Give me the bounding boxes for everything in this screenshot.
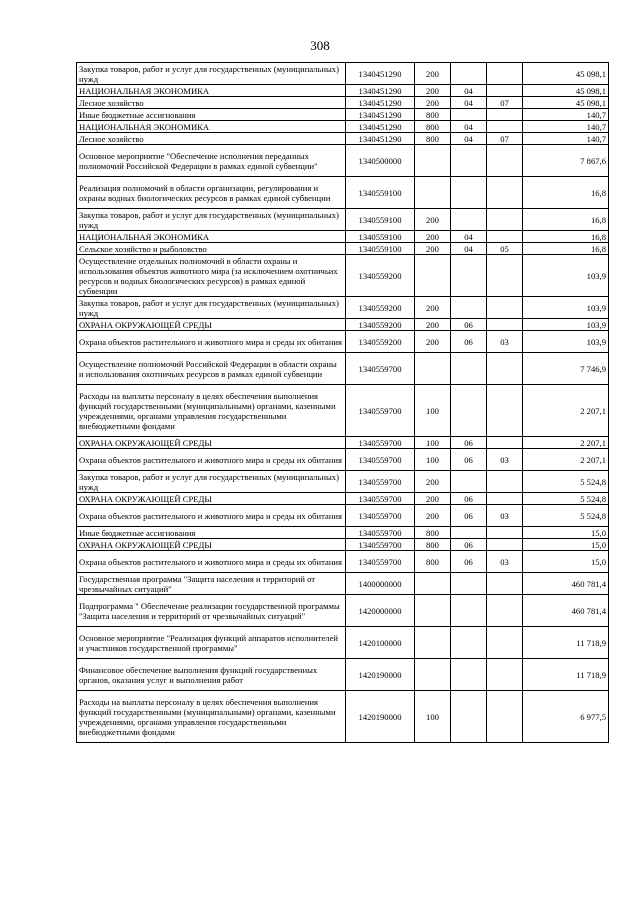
amount-cell: 15,0 xyxy=(523,539,609,551)
expense-name-cell: Охрана объектов растительного и животного мира и среды их обитания xyxy=(77,551,346,573)
section-cell: 06 xyxy=(451,493,487,505)
subsection-cell xyxy=(487,209,523,231)
table-row xyxy=(77,471,609,493)
target-article-cell: 1340500000 xyxy=(346,145,415,177)
target-article-cell: 1340559700 xyxy=(346,449,415,471)
target-article-cell: 1340559100 xyxy=(346,231,415,243)
table-row xyxy=(77,255,609,297)
target-article-cell: 1340559700 xyxy=(346,527,415,539)
amount-cell: 16,8 xyxy=(523,177,609,209)
subsection-cell xyxy=(487,691,523,743)
subsection-cell xyxy=(487,85,523,97)
budget-table xyxy=(76,62,609,743)
expense-name-cell: Охрана объектов растительного и животного мира и среды их обитания xyxy=(77,505,346,527)
table-row xyxy=(77,209,609,231)
table-row xyxy=(77,133,609,145)
page-number: 308 xyxy=(310,38,330,53)
amount-cell: 460 781,4 xyxy=(523,595,609,627)
subsection-cell xyxy=(487,297,523,319)
expense-type-cell: 100 xyxy=(415,437,451,449)
expense-name-cell: НАЦИОНАЛЬНАЯ ЭКОНОМИКА xyxy=(77,231,346,243)
subsection-cell xyxy=(487,121,523,133)
target-article-cell: 1340559100 xyxy=(346,243,415,255)
table-row xyxy=(77,449,609,471)
section-cell: 06 xyxy=(451,331,487,353)
expense-type-cell xyxy=(415,659,451,691)
expense-name-cell: Иные бюджетные ассигнования xyxy=(77,527,346,539)
table-row xyxy=(77,627,609,659)
subsection-cell xyxy=(487,573,523,595)
subsection-cell xyxy=(487,255,523,297)
table-row xyxy=(77,659,609,691)
expense-name-cell: Иные бюджетные ассигнования xyxy=(77,109,346,121)
target-article-cell: 1340559100 xyxy=(346,177,415,209)
expense-type-cell: 200 xyxy=(415,297,451,319)
expense-name-cell: Расходы на выплаты персоналу в целях обеспечения выполнения функций государственными (муниципальными) органами, казенными учреждениями, органами управления государственными внебюджетными фондами xyxy=(77,691,346,743)
expense-type-cell: 200 xyxy=(415,231,451,243)
section-cell: 06 xyxy=(451,449,487,471)
table-row xyxy=(77,331,609,353)
section-cell: 04 xyxy=(451,97,487,109)
amount-cell: 11 718,9 xyxy=(523,627,609,659)
expense-type-cell: 800 xyxy=(415,551,451,573)
target-article-cell: 1340451290 xyxy=(346,133,415,145)
section-cell: 04 xyxy=(451,243,487,255)
target-article-cell: 1340559200 xyxy=(346,319,415,331)
expense-name-cell: Расходы на выплаты персоналу в целях обеспечения выполнения функций государственными (муниципальными) органами, казенными учреждениями, органами управления государственными внебюджетными фондами xyxy=(77,385,346,437)
expense-name-cell: Осуществление отдельных полномочий в области охраны и использования объектов животного мира (за исключением охотничьих ресурсов и водных биологических ресурсов) в рамках единой субвенции xyxy=(77,255,346,297)
expense-type-cell xyxy=(415,595,451,627)
expense-type-cell: 800 xyxy=(415,527,451,539)
target-article-cell: 1340559200 xyxy=(346,255,415,297)
section-cell xyxy=(451,209,487,231)
section-cell: 04 xyxy=(451,121,487,133)
amount-cell: 103,9 xyxy=(523,255,609,297)
target-article-cell: 1420100000 xyxy=(346,627,415,659)
table-row xyxy=(77,243,609,255)
expense-type-cell: 200 xyxy=(415,209,451,231)
target-article-cell: 1340451290 xyxy=(346,97,415,109)
expense-type-cell: 100 xyxy=(415,385,451,437)
expense-name-cell: ОХРАНА ОКРУЖАЮЩЕЙ СРЕДЫ xyxy=(77,539,346,551)
subsection-cell xyxy=(487,437,523,449)
expense-name-cell: Лесное хозяйство xyxy=(77,133,346,145)
target-article-cell: 1340451290 xyxy=(346,63,415,85)
section-cell: 04 xyxy=(451,231,487,243)
table-row xyxy=(77,551,609,573)
expense-type-cell xyxy=(415,627,451,659)
section-cell xyxy=(451,627,487,659)
subsection-cell: 03 xyxy=(487,551,523,573)
expense-type-cell: 800 xyxy=(415,121,451,133)
amount-cell: 2 207,1 xyxy=(523,449,609,471)
amount-cell: 45 098,1 xyxy=(523,97,609,109)
subsection-cell xyxy=(487,145,523,177)
section-cell xyxy=(451,145,487,177)
expense-name-cell: НАЦИОНАЛЬНАЯ ЭКОНОМИКА xyxy=(77,85,346,97)
table-row xyxy=(77,437,609,449)
amount-cell: 2 207,1 xyxy=(523,437,609,449)
subsection-cell xyxy=(487,539,523,551)
section-cell xyxy=(451,109,487,121)
expense-name-cell: Лесное хозяйство xyxy=(77,97,346,109)
table-row xyxy=(77,493,609,505)
amount-cell: 103,9 xyxy=(523,297,609,319)
expense-name-cell: Осуществление полномочий Российской Федерации в области охраны и использования охотничьих ресурсов в рамках единой субвенции xyxy=(77,353,346,385)
amount-cell: 45 098,1 xyxy=(523,85,609,97)
expense-type-cell: 100 xyxy=(415,691,451,743)
subsection-cell: 03 xyxy=(487,331,523,353)
amount-cell: 5 524,8 xyxy=(523,505,609,527)
table-row xyxy=(77,539,609,551)
target-article-cell: 1340559700 xyxy=(346,437,415,449)
table-row xyxy=(77,595,609,627)
section-cell xyxy=(451,353,487,385)
table-row xyxy=(77,177,609,209)
amount-cell: 16,8 xyxy=(523,243,609,255)
expense-type-cell: 200 xyxy=(415,471,451,493)
table-row xyxy=(77,573,609,595)
section-cell: 06 xyxy=(451,319,487,331)
expense-type-cell: 200 xyxy=(415,319,451,331)
expense-name-cell: Закупка товаров, работ и услуг для государственных (муниципальных) нужд xyxy=(77,297,346,319)
subsection-cell xyxy=(487,109,523,121)
amount-cell: 5 524,8 xyxy=(523,493,609,505)
target-article-cell: 1340559200 xyxy=(346,297,415,319)
expense-type-cell: 200 xyxy=(415,331,451,353)
expense-name-cell: ОХРАНА ОКРУЖАЮЩЕЙ СРЕДЫ xyxy=(77,319,346,331)
subsection-cell xyxy=(487,63,523,85)
amount-cell: 460 781,4 xyxy=(523,573,609,595)
expense-name-cell: ОХРАНА ОКРУЖАЮЩЕЙ СРЕДЫ xyxy=(77,437,346,449)
expense-type-cell xyxy=(415,255,451,297)
expense-name-cell: Закупка товаров, работ и услуг для государственных (муниципальных) нужд xyxy=(77,209,346,231)
section-cell xyxy=(451,691,487,743)
section-cell xyxy=(451,527,487,539)
amount-cell: 140,7 xyxy=(523,109,609,121)
expense-name-cell: Охрана объектов растительного и животного мира и среды их обитания xyxy=(77,449,346,471)
subsection-cell xyxy=(487,527,523,539)
expense-type-cell: 200 xyxy=(415,493,451,505)
expense-name-cell: Закупка товаров, работ и услуг для государственных (муниципальных) нужд xyxy=(77,471,346,493)
expense-type-cell: 200 xyxy=(415,505,451,527)
expense-type-cell: 200 xyxy=(415,85,451,97)
target-article-cell: 1340559100 xyxy=(346,209,415,231)
target-article-cell: 1420000000 xyxy=(346,595,415,627)
subsection-cell: 03 xyxy=(487,505,523,527)
section-cell: 06 xyxy=(451,551,487,573)
amount-cell: 103,9 xyxy=(523,331,609,353)
target-article-cell: 1340451290 xyxy=(346,121,415,133)
amount-cell: 140,7 xyxy=(523,133,609,145)
amount-cell: 15,0 xyxy=(523,527,609,539)
amount-cell: 103,9 xyxy=(523,319,609,331)
expense-type-cell: 800 xyxy=(415,133,451,145)
amount-cell: 140,7 xyxy=(523,121,609,133)
expense-name-cell: Сельское хозяйство и рыболовство xyxy=(77,243,346,255)
amount-cell: 16,8 xyxy=(523,231,609,243)
target-article-cell: 1340559700 xyxy=(346,539,415,551)
expense-name-cell: Государственная программа "Защита населения и территорий от чрезвычайных ситуаций" xyxy=(77,573,346,595)
target-article-cell: 1340559700 xyxy=(346,505,415,527)
section-cell xyxy=(451,573,487,595)
target-article-cell: 1340559700 xyxy=(346,551,415,573)
amount-cell: 45 098,1 xyxy=(523,63,609,85)
table-row xyxy=(77,85,609,97)
table-row xyxy=(77,145,609,177)
amount-cell: 15,0 xyxy=(523,551,609,573)
subsection-cell xyxy=(487,659,523,691)
table-row xyxy=(77,121,609,133)
expense-name-cell: Реализация полномочий в области организации, регулирования и охраны водных биологических ресурсов в рамках единой субвенции xyxy=(77,177,346,209)
section-cell xyxy=(451,63,487,85)
target-article-cell: 1340559700 xyxy=(346,353,415,385)
amount-cell: 11 718,9 xyxy=(523,659,609,691)
target-article-cell: 1420190000 xyxy=(346,659,415,691)
table-row xyxy=(77,109,609,121)
expense-type-cell: 800 xyxy=(415,539,451,551)
target-article-cell: 1340451290 xyxy=(346,109,415,121)
amount-cell: 7 867,6 xyxy=(523,145,609,177)
table-row xyxy=(77,231,609,243)
target-article-cell: 1400000000 xyxy=(346,573,415,595)
section-cell xyxy=(451,385,487,437)
subsection-cell xyxy=(487,471,523,493)
expense-name-cell: НАЦИОНАЛЬНАЯ ЭКОНОМИКА xyxy=(77,121,346,133)
expense-type-cell: 200 xyxy=(415,63,451,85)
table-row xyxy=(77,319,609,331)
amount-cell: 2 207,1 xyxy=(523,385,609,437)
table-row xyxy=(77,63,609,85)
table-row xyxy=(77,97,609,109)
expense-type-cell: 200 xyxy=(415,243,451,255)
amount-cell: 5 524,8 xyxy=(523,471,609,493)
subsection-cell xyxy=(487,385,523,437)
section-cell: 06 xyxy=(451,437,487,449)
section-cell xyxy=(451,255,487,297)
section-cell: 04 xyxy=(451,133,487,145)
amount-cell: 7 746,9 xyxy=(523,353,609,385)
table-row xyxy=(77,353,609,385)
target-article-cell: 1340559700 xyxy=(346,493,415,505)
target-article-cell: 1340559700 xyxy=(346,385,415,437)
subsection-cell xyxy=(487,595,523,627)
expense-type-cell xyxy=(415,573,451,595)
section-cell: 06 xyxy=(451,539,487,551)
table-body xyxy=(77,63,609,743)
subsection-cell xyxy=(487,177,523,209)
amount-cell: 6 977,5 xyxy=(523,691,609,743)
expense-name-cell: Охрана объектов растительного и животного мира и среды их обитания xyxy=(77,331,346,353)
expense-name-cell: Основное мероприятие "Обеспечение исполнения переданных полномочий Российской Федерации в рамках единой субвенции" xyxy=(77,145,346,177)
subsection-cell: 03 xyxy=(487,449,523,471)
subsection-cell xyxy=(487,627,523,659)
expense-name-cell: Подпрограмма " Обеспечение реализации государственной программы "Защита населения и территорий от чрезвычайных ситуаций" xyxy=(77,595,346,627)
subsection-cell xyxy=(487,493,523,505)
amount-cell: 16,8 xyxy=(523,209,609,231)
expense-type-cell xyxy=(415,177,451,209)
section-cell xyxy=(451,471,487,493)
subsection-cell: 05 xyxy=(487,243,523,255)
section-cell xyxy=(451,177,487,209)
expense-type-cell xyxy=(415,353,451,385)
target-article-cell: 1340559700 xyxy=(346,471,415,493)
target-article-cell: 1420190000 xyxy=(346,691,415,743)
section-cell xyxy=(451,659,487,691)
expense-name-cell: Финансовое обеспечение выполнения функций государственных органов, оказания услуг и выполнения работ xyxy=(77,659,346,691)
expense-name-cell: Закупка товаров, работ и услуг для государственных (муниципальных) нужд xyxy=(77,63,346,85)
target-article-cell: 1340451290 xyxy=(346,85,415,97)
table-row xyxy=(77,691,609,743)
expense-type-cell: 100 xyxy=(415,449,451,471)
expense-name-cell: ОХРАНА ОКРУЖАЮЩЕЙ СРЕДЫ xyxy=(77,493,346,505)
subsection-cell xyxy=(487,353,523,385)
expense-type-cell: 200 xyxy=(415,97,451,109)
section-cell xyxy=(451,595,487,627)
subsection-cell: 07 xyxy=(487,133,523,145)
subsection-cell: 07 xyxy=(487,97,523,109)
table-row xyxy=(77,527,609,539)
table-row xyxy=(77,505,609,527)
section-cell: 06 xyxy=(451,505,487,527)
table-row xyxy=(77,297,609,319)
section-cell: 04 xyxy=(451,85,487,97)
subsection-cell xyxy=(487,319,523,331)
expense-type-cell xyxy=(415,145,451,177)
target-article-cell: 1340559200 xyxy=(346,331,415,353)
section-cell xyxy=(451,297,487,319)
expense-type-cell: 800 xyxy=(415,109,451,121)
table-row xyxy=(77,385,609,437)
expense-name-cell: Основное мероприятие "Реализация функций аппаратов исполнителей и участников государственной программы" xyxy=(77,627,346,659)
subsection-cell xyxy=(487,231,523,243)
